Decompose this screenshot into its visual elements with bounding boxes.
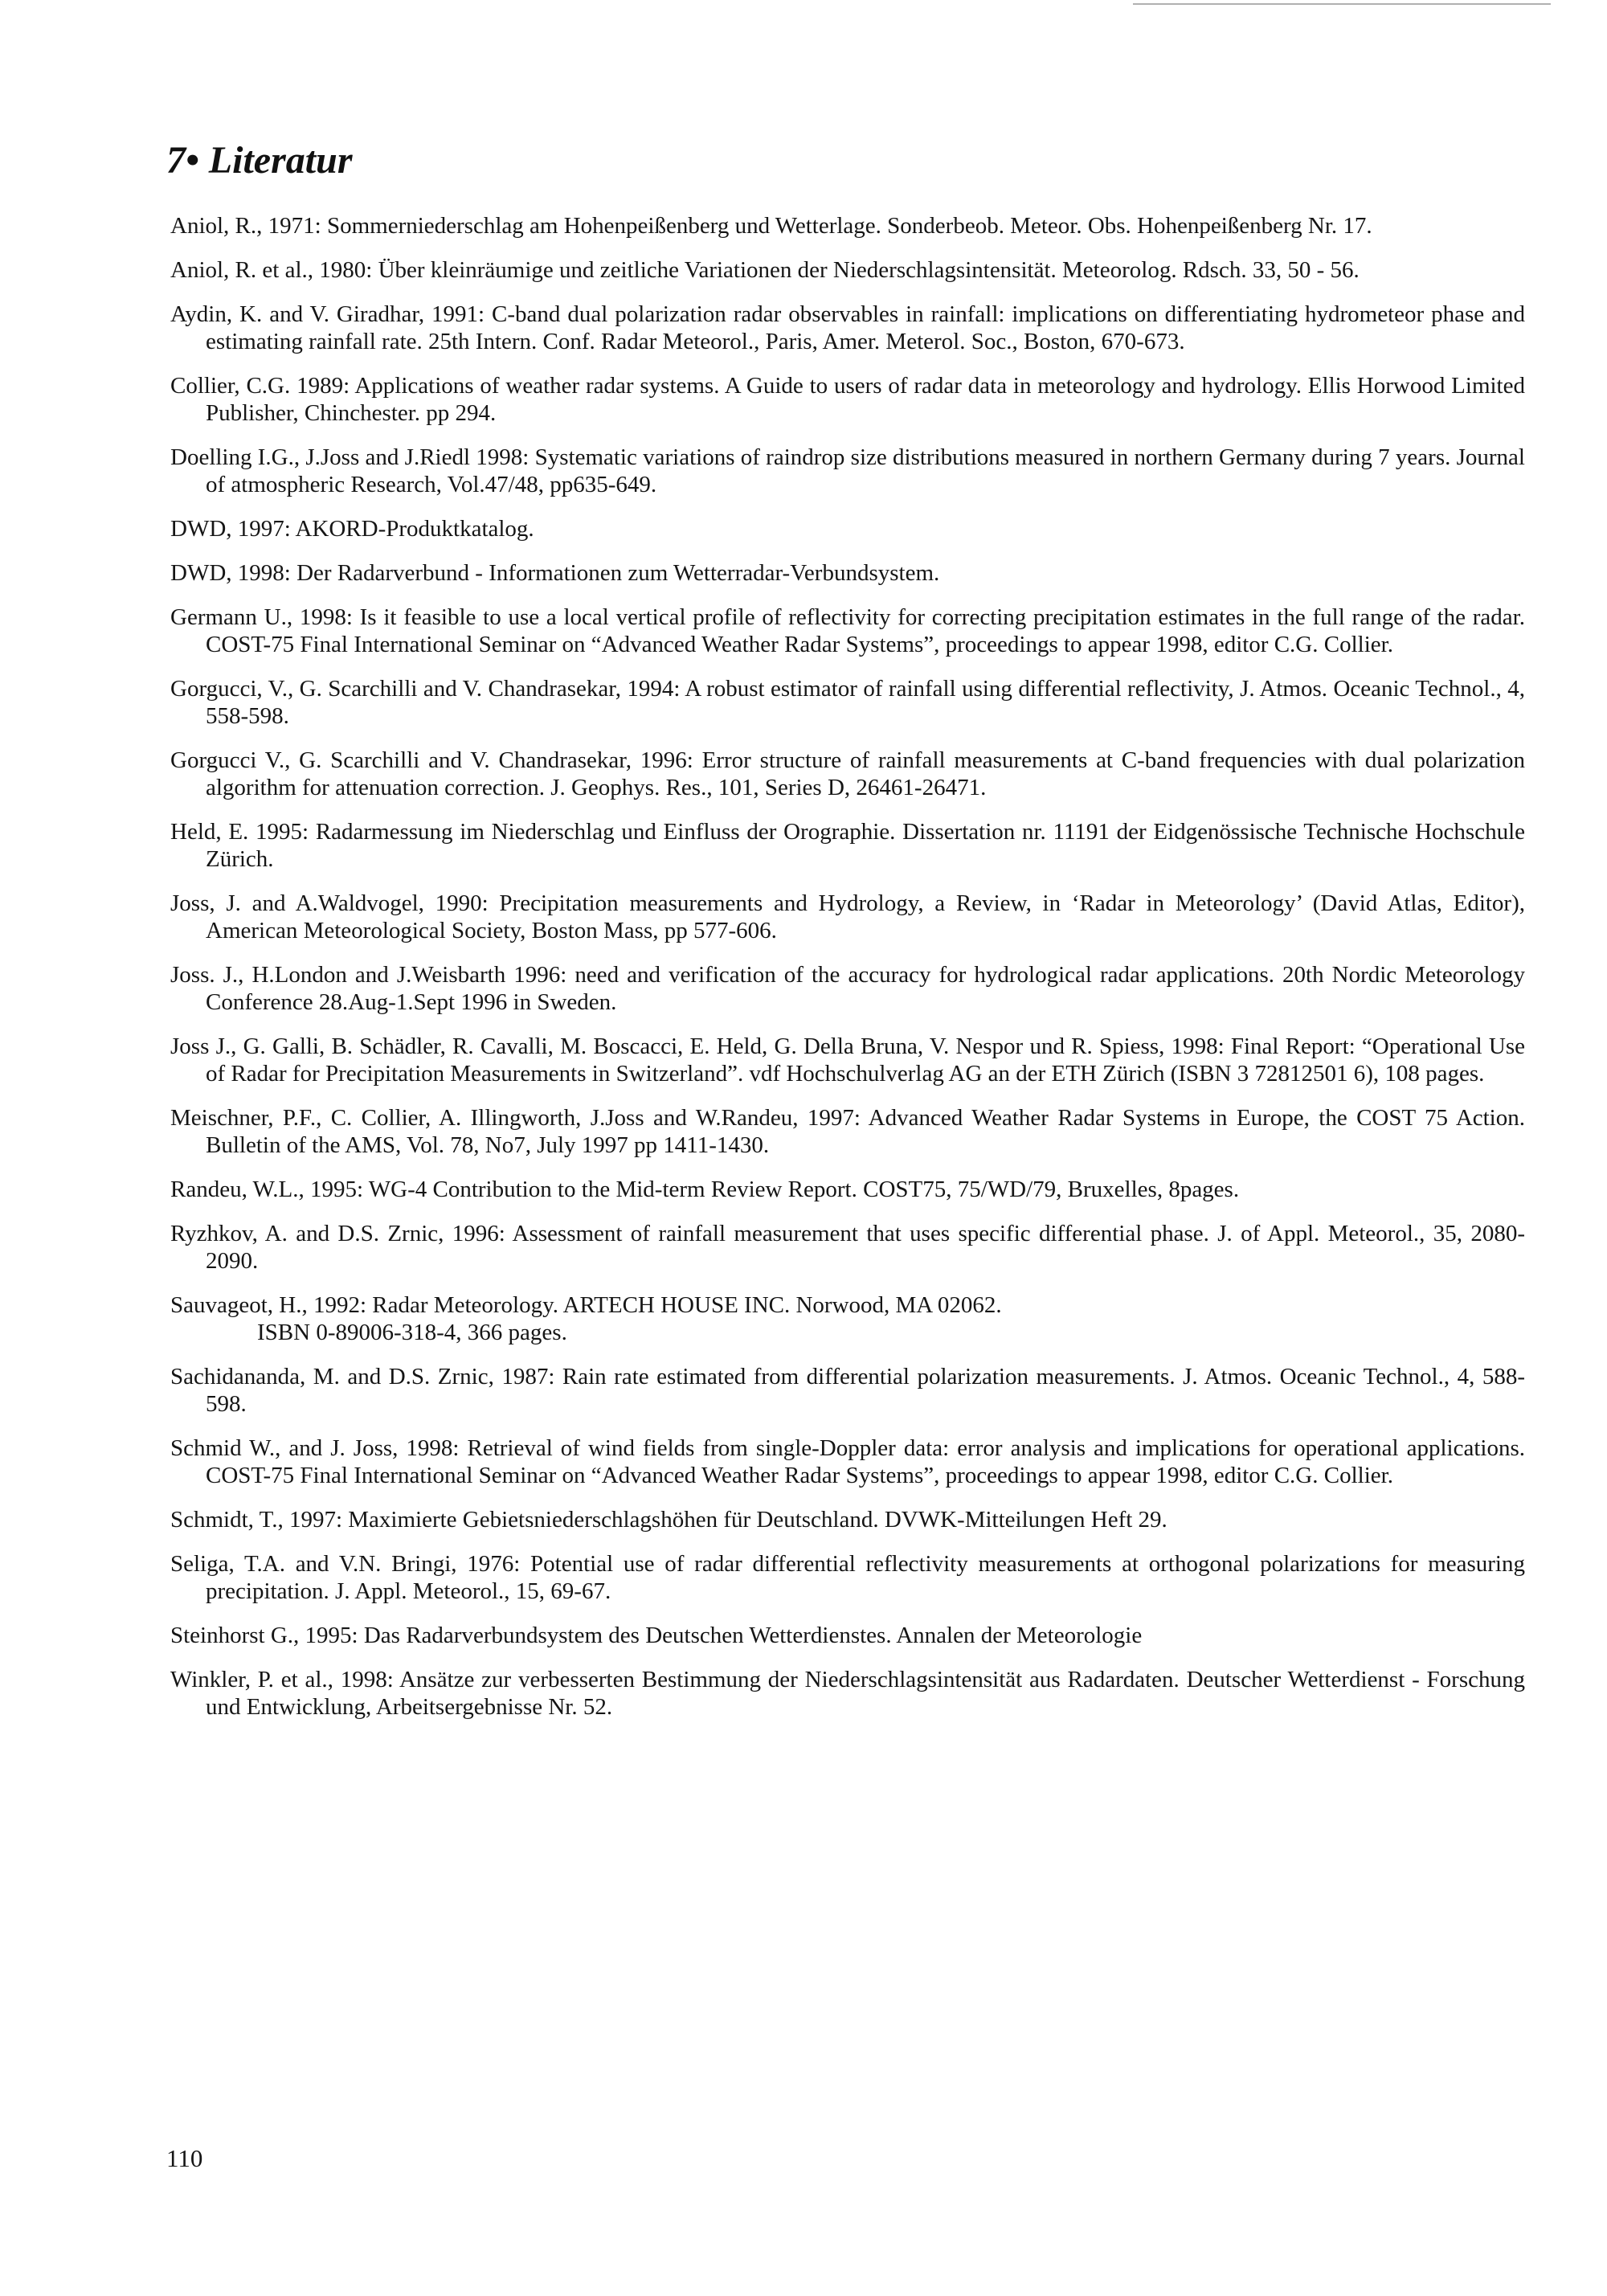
reference-entry: Gorgucci V., G. Scarchilli and V. Chandrasekar, 1996: Error structure of rainfall measurements at C-band frequencies with dual polarization algorithm for attenuation correction. J. Geophys. Res., 101, Series D, 26461-26471. xyxy=(170,747,1525,800)
reference-entry: Joss. J., H.London and J.Weisbarth 1996: need and verification of the accuracy for hydrological radar applications. 20th Nordic Meteorology Conference 28.Aug-1.Sept 1996 in Sweden. xyxy=(170,962,1525,1015)
reference-entry: Held, E. 1995: Radarmessung im Niederschlag und Einfluss der Orographie. Dissertation nr. 11191 der Eidgenössische Technische Hochschule Zürich. xyxy=(170,819,1525,872)
reference-isbn-line: ISBN 0-89006-318-4, 366 pages. xyxy=(257,1320,567,1345)
reference-entry: Seliga, T.A. and V.N. Bringi, 1976: Potential use of radar differential reflectivity measurements at orthogonal polarizations for measuring precipitation. J. Appl. Meteorol., 15, 69-67. xyxy=(170,1551,1525,1604)
section-heading: 7• Literatur xyxy=(166,139,353,182)
reference-entry: DWD, 1997: AKORD-Produktkatalog. xyxy=(170,516,534,542)
reference-entry: Gorgucci, V., G. Scarchilli and V. Chandrasekar, 1994: A robust estimator of rainfall using differential reflectivity, J. Atmos. Oceanic Technol., 4, 558-598. xyxy=(170,676,1525,729)
reference-entry: DWD, 1998: Der Radarverbund - Informationen zum Wetterradar-Verbundsystem. xyxy=(170,560,940,586)
reference-entry: Doelling I.G., J.Joss and J.Riedl 1998: Systematic variations of raindrop size distributions measured in northern Germany during 7 years. Journal of atmospheric Research, Vol.47/48, pp635-649. xyxy=(170,444,1525,497)
reference-entry: Aydin, K. and V. Giradhar, 1991: C-band dual polarization radar observables in rainfall: implications on differentiating hydrometeor phase and estimating rainfall rate. 25th Intern. Conf. Radar Meteorol., Paris, Amer. Meterol. Soc., Boston, 670-673. xyxy=(170,301,1525,354)
reference-entry: Schmid W., and J. Joss, 1998: Retrieval of wind fields from single-Doppler data: error analysis and implications for operational applications. COST-75 Final International Seminar on “Advanced Weather Radar Systems”, proceedings to appear 1998, editor C.G. Collier. xyxy=(170,1435,1525,1488)
reference-entry: Joss, J. and A.Waldvogel, 1990: Precipitation measurements and Hydrology, a Review, in ‘Radar in Meteorology’ (David Atlas, Editor), American Meteorological Society, Boston Mass, pp 577-606. xyxy=(170,890,1525,943)
reference-entry: Winkler, P. et al., 1998: Ansätze zur verbesserten Bestimmung der Niederschlagsintensität aus Radardaten. Deutscher Wetterdienst - Forschung und Entwicklung, Arbeitsergebnisse Nr. 52. xyxy=(170,1667,1525,1720)
reference-line: Sauvageot, H., 1992: Radar Meteorology. ARTECH HOUSE INC. Norwood, MA 02062. xyxy=(170,1292,1002,1318)
reference-entry: Joss J., G. Galli, B. Schädler, R. Cavalli, M. Boscacci, E. Held, G. Della Bruna, V. Nespor und R. Spiess, 1998: Final Report: “Operational Use of Radar for Precipitation Measurements in Switzerland”. vdf Hochschulverlag AG an der ETH Zürich (ISBN 3 72812501 6), 108 pages. xyxy=(170,1033,1525,1087)
scan-edge-line xyxy=(1133,3,1551,5)
reference-entry: Aniol, R. et al., 1980: Über kleinräumige und zeitliche Variationen der Niederschlagsintensität. Meteorolog. Rdsch. 33, 50 - 56. xyxy=(170,257,1360,283)
reference-entry: Collier, C.G. 1989: Applications of weather radar systems. A Guide to users of radar data in meteorology and hydrology. Ellis Horwood Limited Publisher, Chinchester. pp 294. xyxy=(170,373,1525,426)
reference-entry: Meischner, P.F., C. Collier, A. Illingworth, J.Joss and W.Randeu, 1997: Advanced Weather Radar Systems in Europe, the COST 75 Action. Bulletin of the AMS, Vol. 78, No7, July 1997 pp 1411-1430. xyxy=(170,1105,1525,1158)
reference-entry: Germann U., 1998: Is it feasible to use a local vertical profile of reflectivity for correcting precipitation estimates in the full range of the radar. COST-75 Final International Seminar on “Advanced Weather Radar Systems”, proceedings to appear 1998, editor C.G. Collier. xyxy=(170,604,1525,657)
page-number: 110 xyxy=(166,2144,203,2172)
reference-entry: Randeu, W.L., 1995: WG-4 Contribution to the Mid-term Review Report. COST75, 75/WD/79, Bruxelles, 8pages. xyxy=(170,1177,1240,1202)
reference-entry: Ryzhkov, A. and D.S. Zrnic, 1996: Assessment of rainfall measurement that uses specific differential phase. J. of Appl. Meteorol., 35, 2080-2090. xyxy=(170,1221,1525,1274)
reference-entry: Aniol, R., 1971: Sommerniederschlag am Hohenpeißenberg und Wetterlage. Sonderbeob. Meteor. Obs. Hohenpeißenberg Nr. 17. xyxy=(170,213,1372,239)
reference-list xyxy=(170,212,1525,1737)
reference-entry-sauvageot xyxy=(170,1291,1525,1346)
reference-entry: Sachidananda, M. and D.S. Zrnic, 1987: Rain rate estimated from differential polarization measurements. J. Atmos. Oceanic Technol., 4, 588-598. xyxy=(170,1364,1525,1417)
reference-entry: Schmidt, T., 1997: Maximierte Gebietsniederschlagshöhen für Deutschland. DVWK-Mitteilungen Heft 29. xyxy=(170,1507,1167,1533)
reference-entry: Steinhorst G., 1995: Das Radarverbundsystem des Deutschen Wetterdienstes. Annalen der Meteorologie xyxy=(170,1623,1143,1648)
